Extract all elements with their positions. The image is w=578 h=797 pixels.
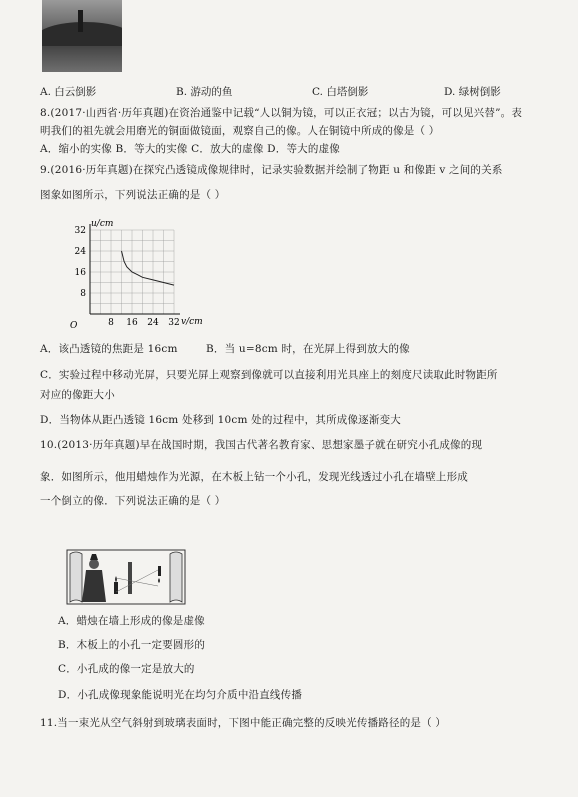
q9-stem-line2: 图象如图所示，下列说法正确的是（ ）: [40, 189, 226, 201]
u-v-graph: [60, 218, 220, 336]
x-tick-label: 32: [168, 318, 180, 328]
reflection-photo: [42, 0, 122, 72]
q8-stem-line1: 8.(2017·山西省·历年真题)在资治通鉴中记载“人以铜为镜，可以正衣冠；以古为镜，可以见兴替”。表: [40, 107, 523, 119]
q8-options[interactable]: A．缩小的实像 B．等大的实像 C．放大的虚像 D．等大的虚像: [40, 143, 340, 155]
q10-option-a[interactable]: A．蜡烛在墙上形成的像是虚像: [58, 615, 205, 627]
q9-option-c-line1[interactable]: C．实验过程中移动光屏，只要光屏上观察到像就可以直接利用光具座上的刻度尺读取此时物距所: [40, 369, 498, 381]
y-tick-label: 32: [74, 226, 86, 236]
q9-option-c-line2: 对应的像距大小: [40, 389, 115, 401]
y-tick-label: 8: [80, 289, 86, 299]
x-tick-label: 16: [126, 318, 138, 328]
y-tick-label: 24: [74, 247, 86, 257]
q10-option-b[interactable]: B．木板上的小孔一定要圆形的: [58, 639, 206, 651]
x-axis-label: v/cm: [181, 317, 203, 327]
x-tick-labels: [108, 318, 180, 328]
q8-stem-line2: 明我们的祖先就会用磨光的铜面做镜面，观察自己的像。人在铜镜中所成的像是（ ）: [40, 125, 440, 137]
pinhole-illustration: [66, 548, 186, 606]
q9-option-b[interactable]: B．当 u=8cm 时，在光屏上得到放大的像: [206, 343, 410, 355]
q10-stem-line1: 10.(2013·历年真题)早在战国时期，我国古代著名教育家、思想家墨子就在研究小孔成像的现: [40, 439, 483, 451]
q7-option-b[interactable]: B. 游动的鱼: [176, 86, 233, 98]
q9-stem-line1: 9.(2016·历年真题)在探究凸透镜成像规律时，记录实验数据并绘制了物距 u 和像距 v 之间的关系: [40, 164, 503, 176]
q10-stem-line2: 象．如图所示，他用蜡烛作为光源，在木板上钻一个小孔，发现光线透过小孔在墙壁上形成: [40, 471, 468, 483]
q9-option-a[interactable]: A．该凸透镜的焦距是 16cm: [40, 343, 178, 355]
q9-option-d[interactable]: D．当物体从距凸透镜 16cm 处移到 10cm 处的过程中，其所成像逐渐变大: [40, 414, 401, 426]
q7-option-c[interactable]: C. 白塔倒影: [312, 86, 369, 98]
x-tick-label: 8: [108, 318, 114, 328]
origin-label: O: [70, 321, 78, 331]
q7-option-a[interactable]: A. 白云倒影: [40, 86, 97, 98]
q7-option-d[interactable]: D. 绿树倒影: [444, 86, 501, 98]
graph-axes: [90, 224, 180, 314]
y-tick-labels: [75, 226, 87, 299]
q10-option-d[interactable]: D．小孔成像现象能说明光在均匀介质中沿直线传播: [58, 689, 303, 701]
x-tick-label: 24: [147, 318, 159, 328]
q10-option-c[interactable]: C．小孔成的像一定是放大的: [58, 663, 195, 675]
q10-stem-line3: 一个倒立的像．下列说法正确的是（ ）: [40, 495, 226, 507]
u-v-curve: [122, 251, 175, 285]
q11-stem-line1: 11.当一束光从空气斜射到玻璃表面时，下图中能正确完整的反映光传播路径的是（ ）: [40, 717, 447, 729]
y-axis-label: u/cm: [91, 219, 114, 229]
y-tick-label: 16: [74, 268, 86, 278]
